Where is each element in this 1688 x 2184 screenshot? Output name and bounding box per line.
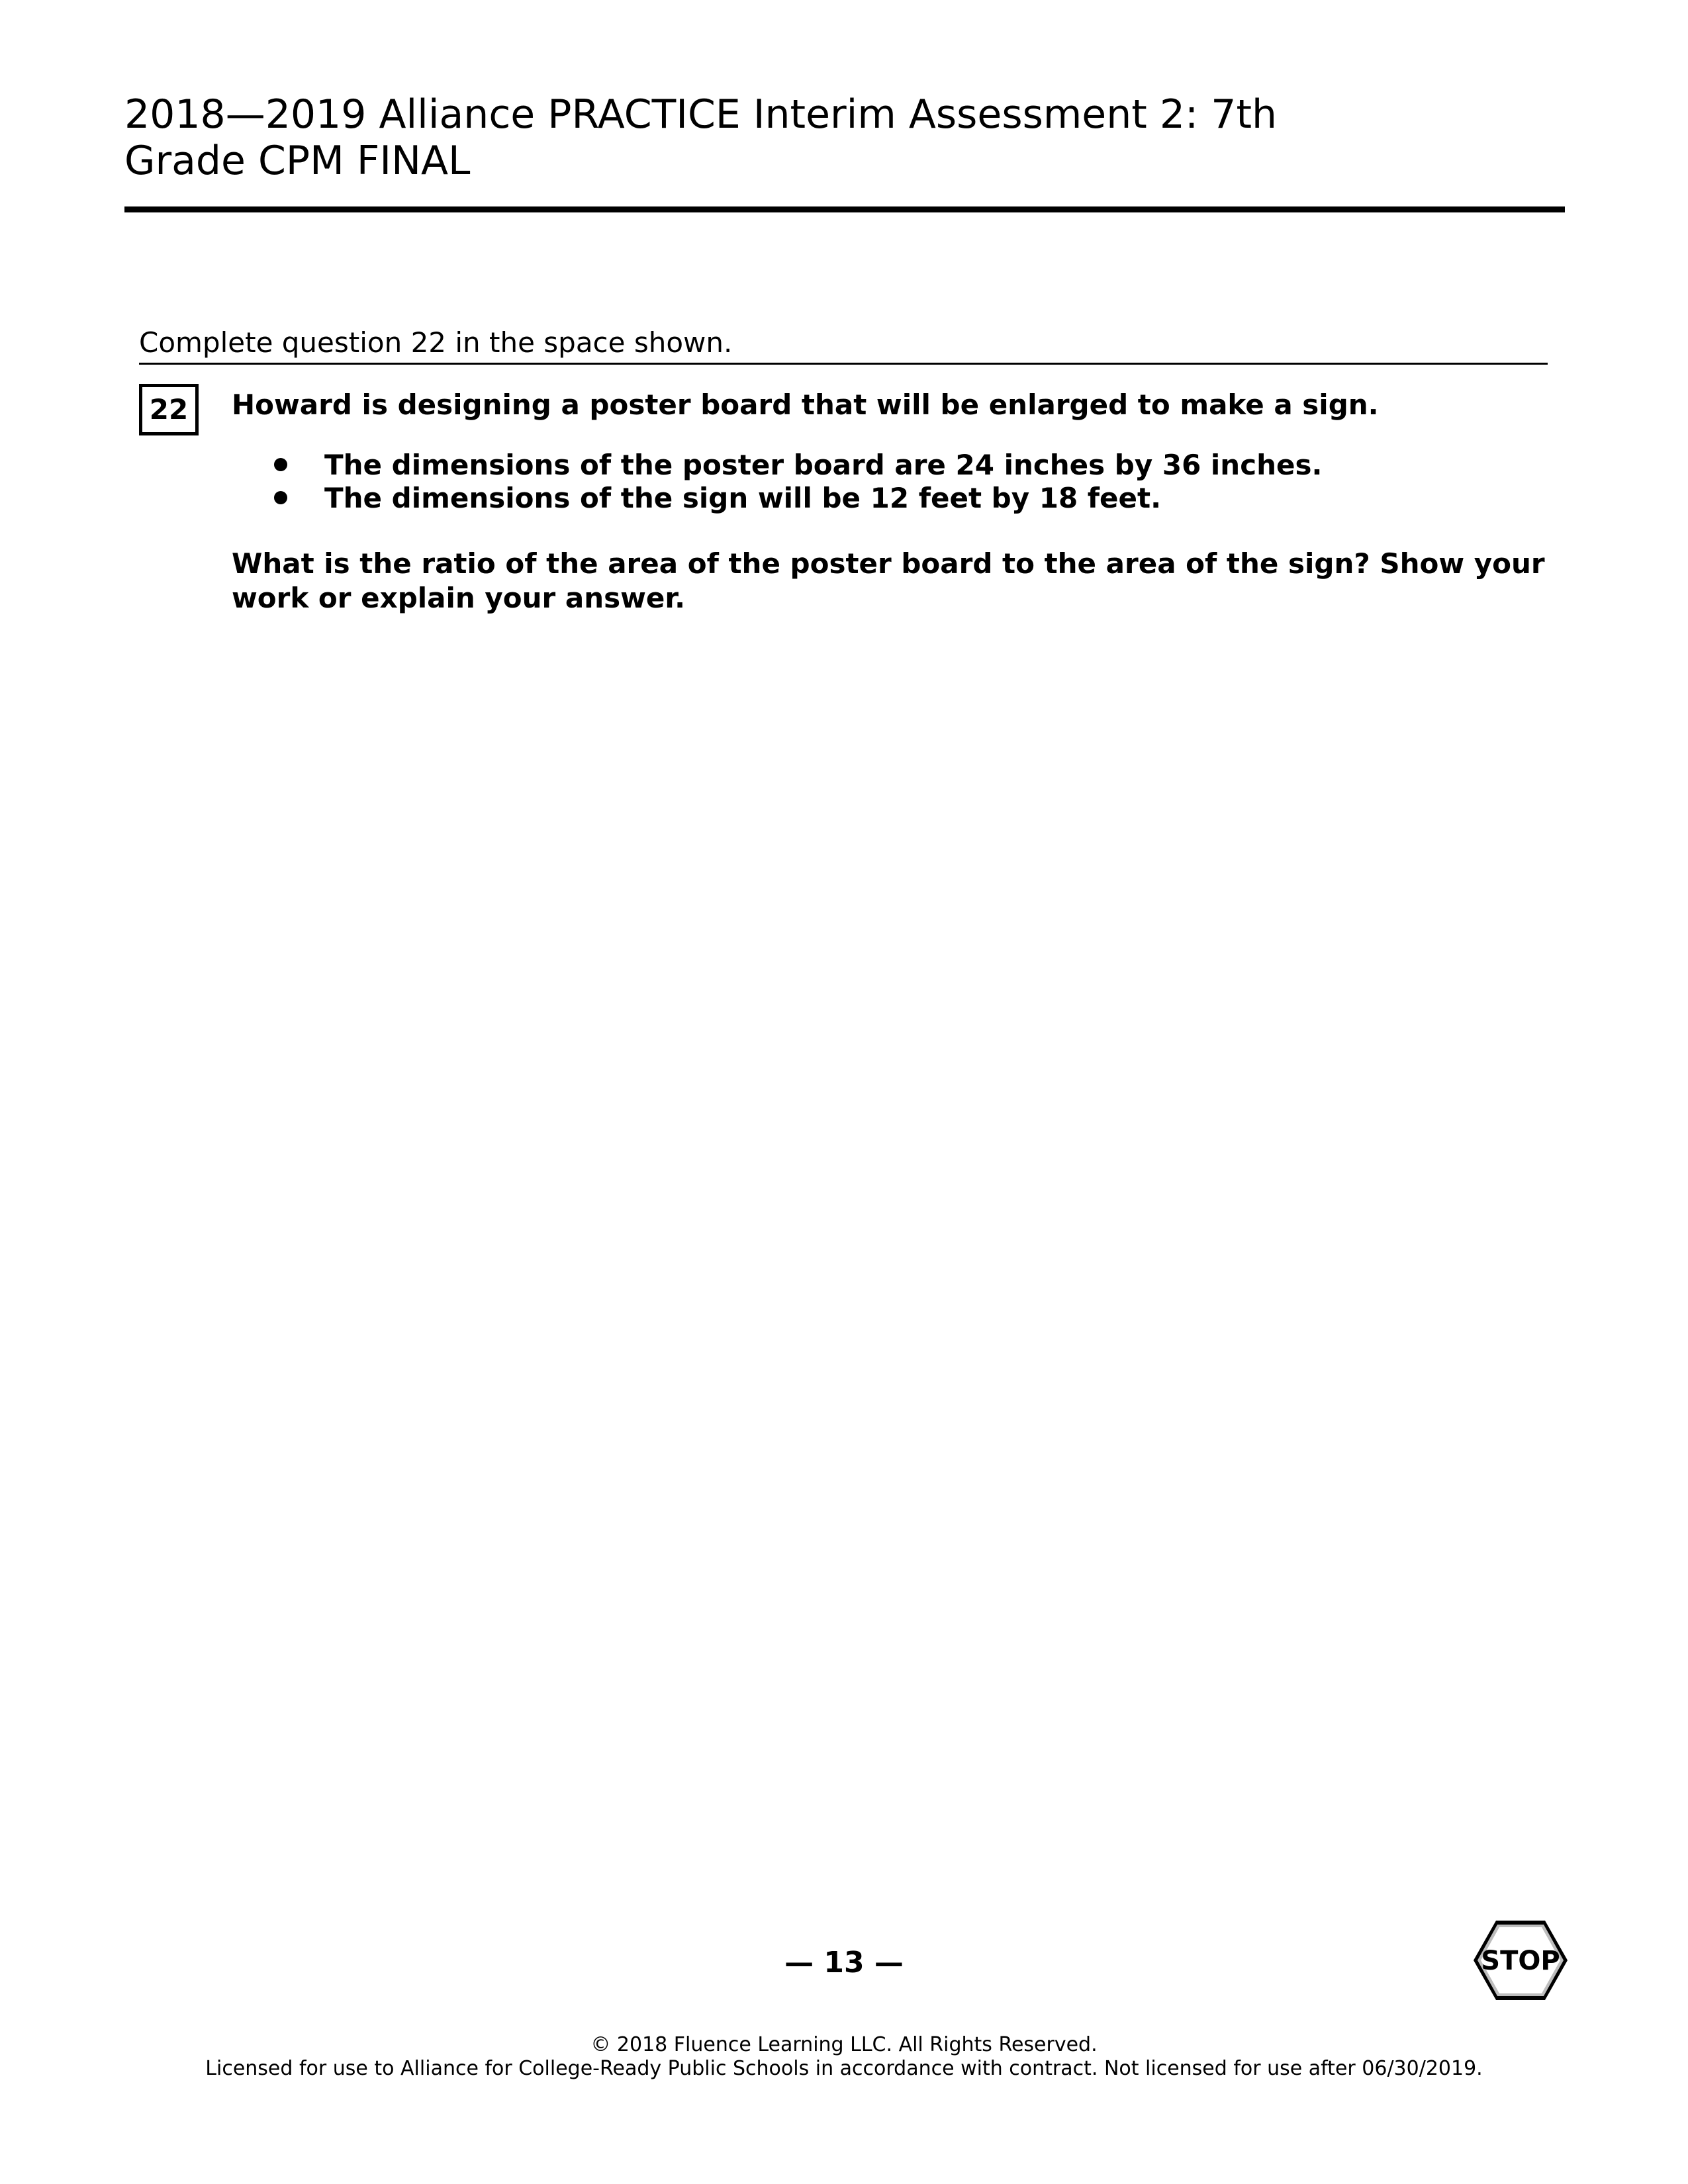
bullet-icon <box>274 458 287 471</box>
instruction-divider <box>139 363 1548 365</box>
page-footer <box>0 2033 1688 2081</box>
bullet-text: The dimensions of the poster board are 24 inches by 36 inches. <box>324 449 1323 481</box>
page-number: — 13 — <box>784 1946 904 1979</box>
question-number: 22 <box>139 384 199 435</box>
page-title-line-1: 2018—2019 Alliance PRACTICE Interim Assessment 2: 7th <box>124 91 1278 138</box>
question-bullet-list <box>232 449 1549 515</box>
page-title-line-2: Grade CPM FINAL <box>124 138 471 184</box>
question-stem <box>232 388 1549 422</box>
page-title <box>124 91 1581 184</box>
license-notice: Licensed for use to Alliance for College-Ready Public Schools in accordance with contract. Not licensed for use after 06/30/2019. <box>205 2057 1483 2080</box>
question-prompt: What is the ratio of the area of the poster board to the area of the sign? Show your work or explain your answer. <box>232 547 1545 614</box>
bullet-icon <box>274 491 287 504</box>
list-item <box>232 482 1549 515</box>
bullet-text: The dimensions of the sign will be 12 feet by 18 feet. <box>324 482 1162 514</box>
copyright-notice: © 2018 Fluence Learning LLC. All Rights Reserved. <box>590 2033 1098 2056</box>
question-stem-text: Howard is designing a poster board that will be enlarged to make a sign. <box>232 388 1379 421</box>
header-divider <box>124 206 1565 212</box>
list-item <box>232 449 1549 482</box>
stop-sign-icon <box>1471 1917 1570 2004</box>
stop-sign-label: STOP <box>1481 1946 1560 1976</box>
section-instruction: Complete question 22 in the space shown. <box>139 326 733 359</box>
